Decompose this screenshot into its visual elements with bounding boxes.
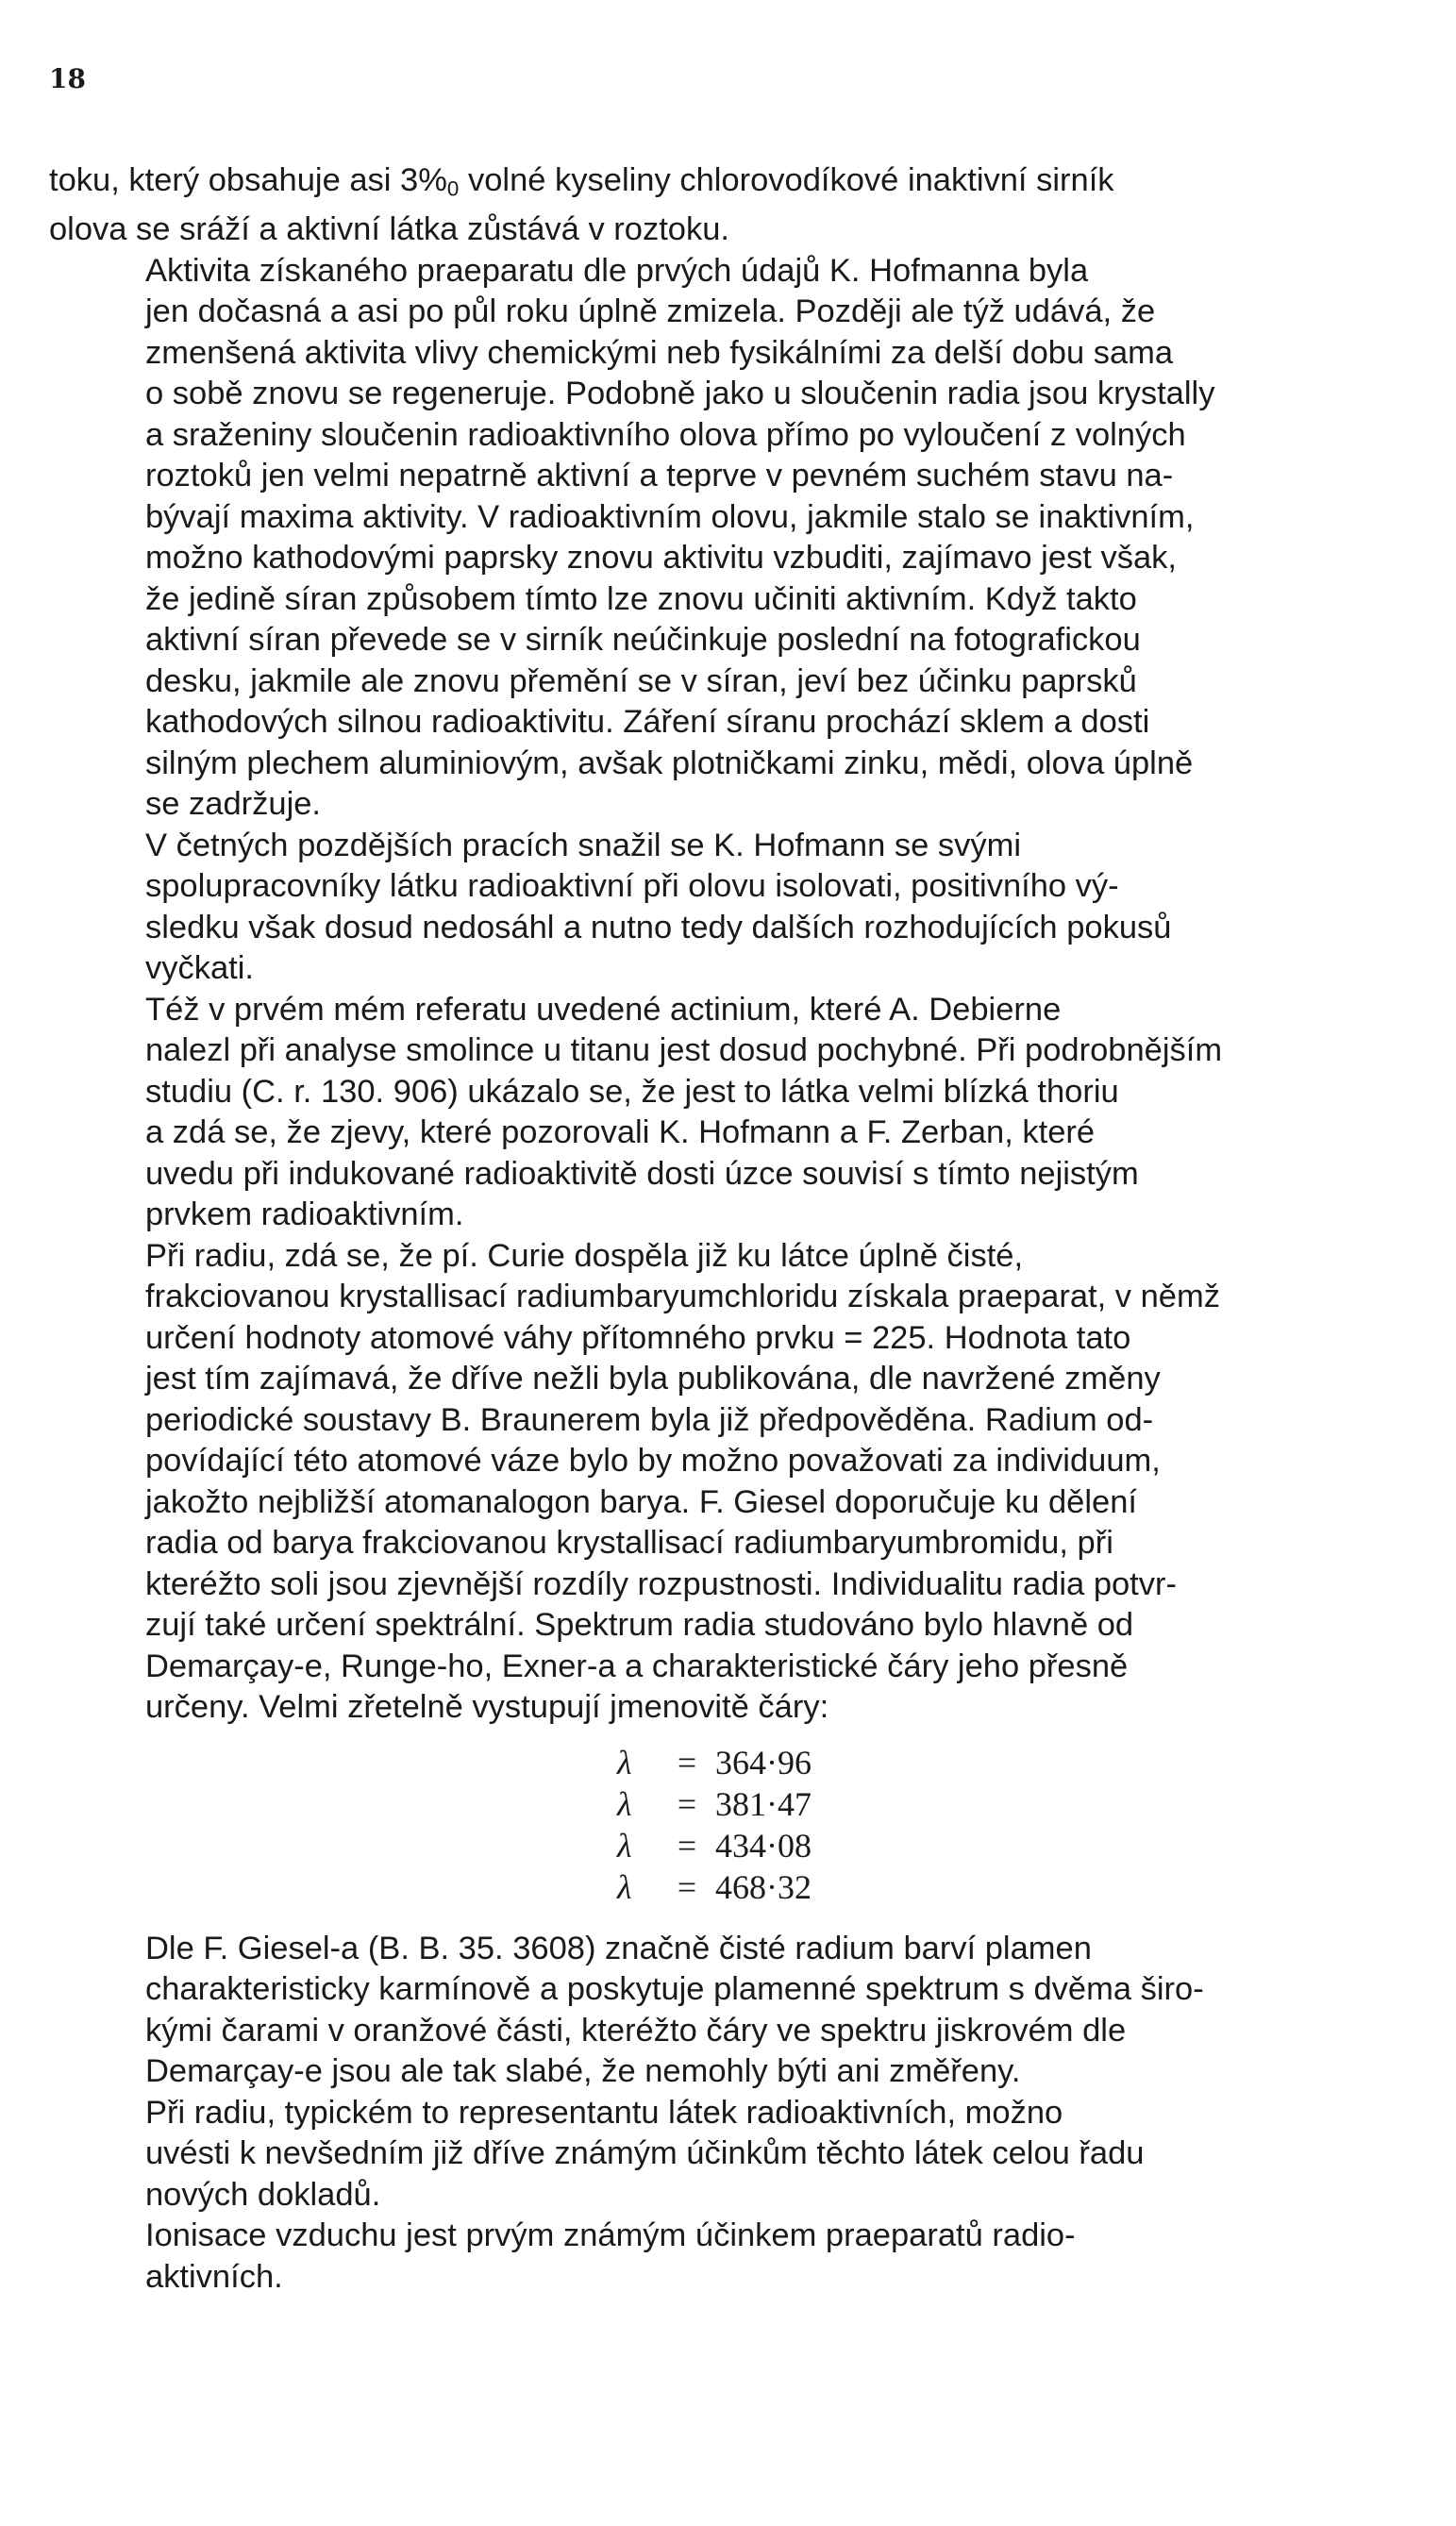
text-line: jakožto nejbližší atomanalogon barya. F. Giesel doporučuje ku dělení (145, 1483, 1137, 1520)
paragraph-radium (49, 1236, 1412, 1729)
text-line: jest tím zajímavá, že dříve nežli byla publikována, dle navržené změny (145, 1361, 1161, 1397)
wavelength-value: 468·32 (715, 1867, 812, 1906)
text-line: nových dokladů. (145, 2176, 381, 2213)
text-line: a zdá se, že zjevy, které pozorovali K. Hofmann a F. Zerban, které (145, 1114, 1096, 1151)
equals-sign: = (677, 1743, 697, 1782)
text-line: jen dočasná a asi po půl roku úplně zmizela. Později ale týž udává, že (145, 293, 1156, 330)
text-line: a sraženiny sloučenin radioaktivního olova přímo po vyloučení z volných (145, 416, 1186, 453)
equals-sign: = (677, 1784, 697, 1823)
text-line: kteréžto soli jsou zjevnější rozdíly rozpustnosti. Individualitu radia potvr- (145, 1565, 1177, 1602)
lambda-symbol: λ (617, 1826, 632, 1865)
text-line: silným plechem aluminiovým, avšak plotničkami zinku, mědi, olova úplně (145, 744, 1194, 781)
fraction-denominator: 0 (446, 176, 460, 201)
text-line: se zadržuje. (145, 786, 322, 823)
text-line: kými čarami v oranžové části, kteréžto čáry ve spektru jiskrovém dle (145, 2012, 1127, 2049)
text-line: desku, jakmile ale znovu přemění se v síran, jeví bez účinku paprsků (145, 662, 1137, 699)
text-line: Při radiu, typickém to representantu látek radioaktivních, možno (145, 2094, 1063, 2131)
text-line: V četných pozdějších pracích snažil se K. Hofmann se svými (145, 827, 1022, 863)
spectral-line (617, 1825, 1412, 1866)
text-line: periodické soustavy B. Braunerem byla již předpověděna. Radium od- (145, 1401, 1154, 1438)
spectral-line (617, 1783, 1412, 1825)
paragraph-effects (49, 2093, 1412, 2217)
text-line: aktivní síran převede se v sirník neúčinkuje poslední na fotografickou (145, 622, 1141, 659)
text-line: možno kathodovými paprsky znovu aktivitu vzbuditi, zajímavo jest však, (145, 540, 1177, 577)
spectral-line (617, 1866, 1412, 1908)
page-number: 18 (49, 63, 86, 94)
spectral-line (617, 1742, 1412, 1783)
text-line: radia od barya frakciovanou krystallisací radiumbaryumbromidu, při (145, 1525, 1113, 1562)
text-line: sledku však dosud nedosáhl a nutno tedy dalších rozhodujících pokusů (145, 909, 1172, 945)
wavelength-value: 434·08 (715, 1826, 812, 1865)
text-line: zují také určení spektrální. Spektrum radia studováno bylo hlavně od (145, 1607, 1134, 1644)
lambda-symbol: λ (617, 1784, 632, 1823)
wavelength-value: 381·47 (715, 1784, 812, 1823)
text-line: určení hodnoty atomové váhy přítomného prvku = 225. Hodnota tato (145, 1319, 1131, 1356)
text-line: že jedině síran způsobem tímto lze znovu učiniti aktivním. Když takto (145, 580, 1137, 617)
paragraph-ionisation (49, 2216, 1412, 2298)
text-line: charakteristicky karmínově a poskytuje plamenné spektrum s dvěma širo- (145, 1971, 1204, 2008)
paragraph-activity (49, 251, 1412, 826)
text-line: zmenšená aktivita vlivy chemickými neb fysikálními za delší dobu sama (145, 334, 1174, 371)
text-line: toku, který obsahuje asi $3\%_0$ volné kyseliny chlorovodíkové inaktivní sirník (49, 162, 1114, 201)
text-line: studiu (C. r. 130. 906) ukázalo se, že jest to látka velmi blízká thoriu (145, 1073, 1119, 1110)
paragraph-continuation (49, 160, 1412, 251)
text-line: o sobě znovu se regeneruje. Podobně jako u sloučenin radia jsou krystally (145, 376, 1215, 412)
text-line: uvedu při indukované radioaktivitě dosti úzce souvisí s tímto nejistým (145, 1155, 1139, 1192)
text-line: nalezl při analyse smolince u titanu jest dosud pochybné. Při podrobnějším (145, 1032, 1223, 1069)
text-line: určeny. Velmi zřetelně vystupují jmenovitě čáry: (145, 1689, 829, 1726)
text-line: prvkem radioaktivním. (145, 1196, 464, 1233)
lambda-symbol: λ (617, 1743, 632, 1782)
body-text (49, 160, 1412, 2298)
text-line: bývají maxima aktivity. V radioaktivním olovu, jakmile stalo se inaktivním, (145, 498, 1195, 535)
text-line: povídající této atomové váze bylo by možno považovati za individuum, (145, 1443, 1161, 1480)
paragraph-actinium (49, 990, 1412, 1236)
text-line: Demarçay-e, Runge-ho, Exner-a a charakteristické čáry jeho přesně (145, 1648, 1129, 1684)
spectral-lines-list (49, 1742, 1412, 1908)
text-line: Ionisace vzduchu jest prvým známým účinkem praeparatů radio- (145, 2217, 1076, 2254)
equals-sign: = (677, 1826, 697, 1865)
paragraph-hofmann (49, 826, 1412, 990)
text-line: Demarçay-e jsou ale tak slabé, že nemohly býti ani změřeny. (145, 2053, 1021, 2090)
text-line: frakciovanou krystallisací radiumbaryumchloridu získala praeparat, v němž (145, 1279, 1220, 1315)
text-line: roztoků jen velmi nepatrně aktivní a teprve v pevném suchém stavu na- (145, 458, 1174, 494)
text-line: Při radiu, zdá se, že pí. Curie dospěla již ku látce úplně čisté, (145, 1237, 1024, 1274)
text-line: aktivních. (145, 2258, 283, 2295)
text-line: Aktivita získaného praeparatu dle prvých údajů K. Hofmanna byla (145, 252, 1089, 289)
text-line: kathodových silnou radioaktivitu. Záření síranu prochází sklem a dosti (145, 704, 1150, 741)
equals-sign: = (677, 1867, 697, 1906)
text-line: olova se sráží a aktivní látka zůstává v roztoku. (49, 211, 729, 248)
wavelength-value: 364·96 (715, 1743, 812, 1782)
text-line: Též v prvém mém referatu uvedené actinium, které A. Debierne (145, 991, 1062, 1028)
text-line: spolupracovníky látku radioaktivní při olovu isolovati, positivního vý- (145, 868, 1119, 905)
text-line: vyčkati. (145, 950, 255, 987)
text-line: uvésti k nevšedním již dříve známým účinkům těchto látek celou řadu (145, 2135, 1145, 2172)
text-line: Dle F. Giesel-a (B. B. 35. 3608) značně čisté radium barví plamen (145, 1930, 1092, 1966)
paragraph-giesel (49, 1929, 1412, 2093)
lambda-symbol: λ (617, 1867, 632, 1906)
